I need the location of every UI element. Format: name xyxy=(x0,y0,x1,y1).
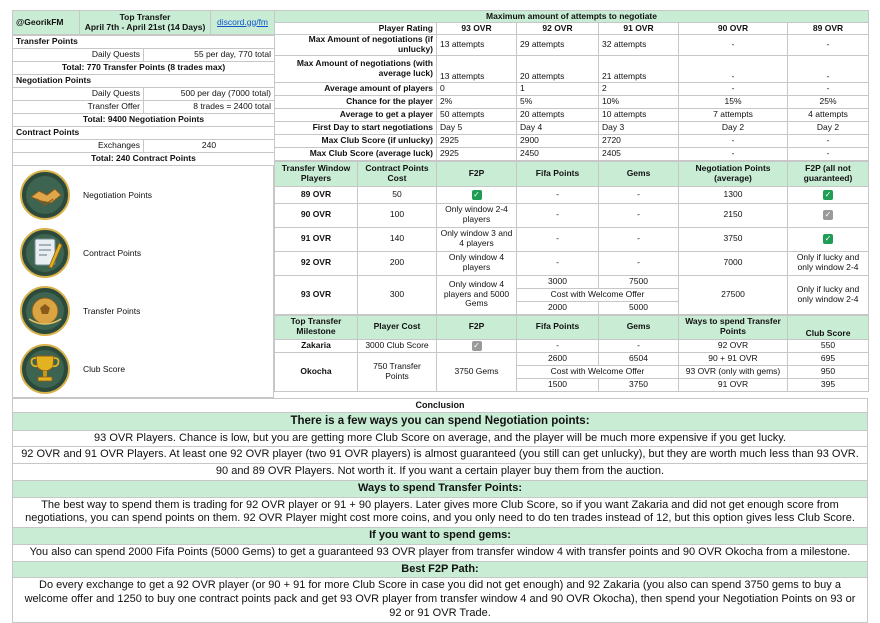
header-title-cell xyxy=(80,11,211,35)
checkbox-checked-icon: ✓ xyxy=(824,234,832,244)
window-cost: 200 xyxy=(358,251,437,275)
window-player: 91 OVR xyxy=(275,227,358,251)
ways-score: 950 xyxy=(788,365,869,378)
window-cost: 140 xyxy=(358,227,437,251)
milestone-fifa: - xyxy=(517,339,599,352)
header-title: Top Transfer xyxy=(119,11,171,22)
attempts-cell: Day 2 xyxy=(679,121,788,134)
attempts-cell: - xyxy=(679,134,788,147)
attempts-title: Maximum amount of attempts to negotiate xyxy=(275,11,869,23)
attempts-cell: 13 attempts xyxy=(437,55,517,82)
attempts-row-label: Chance for the player xyxy=(275,95,437,108)
window-player: 92 OVR xyxy=(275,251,358,275)
milestone-header: Ways to spend Transfer Points xyxy=(679,315,788,339)
conclusion-line: 92 OVR and 91 OVR Players. At least one 92 OVR player (two 91 OVR players) is almost guaranteed (you still can get unlucky), but they are worth much less than 93 OVR. xyxy=(13,447,868,464)
conclusion-title: Conclusion xyxy=(13,399,868,413)
legend-label: Negotiation Points xyxy=(83,190,152,200)
conclusion-paragraph: You also can spend 2000 Fifa Points (5000 Gems) to get a guaranteed 93 OVR player from transfer window 4 with transfer points and 90 OVR Okocha from a milestone. xyxy=(13,544,868,561)
discord-link-cell xyxy=(211,11,275,35)
ball-icon xyxy=(19,285,71,337)
window-player: 90 OVR xyxy=(275,203,358,227)
window-header: F2P (all not guaranteed) xyxy=(788,161,869,186)
checkbox-grey-icon: ✓ xyxy=(473,340,480,350)
attempts-cell: - xyxy=(788,35,869,56)
attempts-cell: 21 attempts xyxy=(599,55,679,82)
transfer-points-title: Transfer Points xyxy=(13,36,275,49)
window-f2p: Only window 4 players and 5000 Gems xyxy=(437,275,517,314)
milestone-fifa: 1500 xyxy=(517,378,599,391)
milestone-header: Gems xyxy=(599,315,679,339)
window-header: Transfer Window Players xyxy=(275,161,358,186)
ways-spend: 93 OVR (only with gems) xyxy=(679,365,788,378)
milestone-cost: 3000 Club Score xyxy=(358,339,437,352)
window-gems: 7500 xyxy=(599,275,679,288)
header-dates: April 7th - April 21st (14 Days) xyxy=(84,21,206,32)
attempts-row-label: Max Amount of negotiations (with average luck) xyxy=(275,55,437,82)
milestone-cost: 750 Transfer Points xyxy=(358,352,437,391)
window-fifa: - xyxy=(517,251,599,275)
checkbox-grey-icon: ✓ xyxy=(824,210,832,220)
window-neg: 3750 xyxy=(679,227,788,251)
milestone-header: Fifa Points xyxy=(517,315,599,339)
attempts-cell: Day 2 xyxy=(788,121,869,134)
rating-90: 90 OVR xyxy=(679,23,788,35)
window-fifa: - xyxy=(517,203,599,227)
attempts-cell: 2 xyxy=(599,82,679,95)
milestone-gems: 3750 xyxy=(599,378,679,391)
attempts-cell: 10% xyxy=(599,95,679,108)
attempts-row-label: Max Club Score (if unlucky) xyxy=(275,134,437,147)
conclusion-line: 90 and 89 OVR Players. Not worth it. If you want a certain player buy them from the auction. xyxy=(13,464,868,481)
window-f2p2: Only if lucky and only window 2-4 xyxy=(788,275,869,314)
window-fifa: - xyxy=(517,186,599,203)
trophy-icon xyxy=(19,343,71,395)
attempts-cell: 50 attempts xyxy=(437,108,517,121)
tp-row-value: 55 per day, 770 total xyxy=(144,49,275,62)
window-neg: 2150 xyxy=(679,203,788,227)
attempts-cell: 29 attempts xyxy=(517,35,599,56)
icon-legend xyxy=(12,166,274,398)
attempts-cell: - xyxy=(788,55,869,82)
attempts-cell: - xyxy=(788,82,869,95)
np-row-label: Daily Quests xyxy=(13,88,144,101)
attempts-cell: 2925 xyxy=(437,147,517,160)
left-panel xyxy=(12,10,274,398)
attempts-cell: 7 attempts xyxy=(679,108,788,121)
window-gems: 5000 xyxy=(599,301,679,314)
np-row-value: 8 trades = 2400 total xyxy=(144,101,275,114)
window-f2p2-cell xyxy=(788,227,869,251)
window-cost: 100 xyxy=(358,203,437,227)
legend-row-contract xyxy=(12,224,274,282)
attempts-cell: 5% xyxy=(517,95,599,108)
conclusion-paragraph: The best way to spend them is trading for 92 OVR player or 91 + 90 players. Later gives more Club Score, so if you want Zakaria and did not get enough score from negotiations, you can spend points on them. 92 OVR Player might cost more coins, and you only need to do ten trades instead of 12, but this option gives less Club Score. xyxy=(13,497,868,528)
cp-row-label: Exchanges xyxy=(13,140,144,153)
contract-icon xyxy=(19,227,71,279)
window-gems: - xyxy=(599,203,679,227)
attempts-cell: - xyxy=(679,55,788,82)
rating-header-label: Player Rating xyxy=(275,23,437,35)
contract-points-title: Contract Points xyxy=(13,127,275,140)
legend-label: Club Score xyxy=(83,363,126,374)
attempts-cell: - xyxy=(788,134,869,147)
ways-score: 395 xyxy=(788,378,869,391)
window-cost: 50 xyxy=(358,186,437,203)
attempts-cell: 20 attempts xyxy=(517,108,599,121)
milestone-fifa: 2600 xyxy=(517,352,599,365)
window-f2p: Only window 4 players xyxy=(437,251,517,275)
window-header: Fifa Points xyxy=(517,161,599,186)
milestone-header: Club Score xyxy=(788,315,869,339)
conclusion-line: 93 OVR Players. Chance is low, but you are getting more Club Score on average, and the player will be much more expensive if you get lucky. xyxy=(13,430,868,447)
author-handle: @GeorikFM xyxy=(13,11,80,35)
milestone-header: Player Cost xyxy=(358,315,437,339)
attempts-cell: Day 3 xyxy=(599,121,679,134)
attempts-cell: 13 attempts xyxy=(437,35,517,56)
attempts-row-label: Average to get a player xyxy=(275,108,437,121)
attempts-cell: 2405 xyxy=(599,147,679,160)
milestone-gems: - xyxy=(599,339,679,352)
attempts-cell: - xyxy=(679,147,788,160)
window-f2p: Only window 2-4 players xyxy=(437,203,517,227)
legend-label: Contract Points xyxy=(83,248,142,258)
legend-row-negotiation xyxy=(12,166,274,224)
rating-91: 91 OVR xyxy=(599,23,679,35)
rating-92: 92 OVR xyxy=(517,23,599,35)
ways-score: 695 xyxy=(788,352,869,365)
right-panel xyxy=(274,10,868,398)
window-header: Negotiation Points (average) xyxy=(679,161,788,186)
window-header: F2P xyxy=(437,161,517,186)
attempts-cell: 2% xyxy=(437,95,517,108)
attempts-cell: 4 attempts xyxy=(788,108,869,121)
window-gems: - xyxy=(599,227,679,251)
discord-link[interactable]: discord.gg/fm xyxy=(216,16,269,27)
window-f2p2-cell xyxy=(788,203,869,227)
attempts-cell: 2450 xyxy=(517,147,599,160)
ways-spend: 91 OVR xyxy=(679,378,788,391)
window-player: 89 OVR xyxy=(275,186,358,203)
attempts-cell: 2925 xyxy=(437,134,517,147)
window-f2p: Only window 3 and 4 players xyxy=(437,227,517,251)
gems-spend-heading: If you want to spend gems: xyxy=(13,528,868,545)
spreadsheet xyxy=(12,10,868,623)
milestone-f2p-cell xyxy=(437,339,517,352)
ways-score: 550 xyxy=(788,339,869,352)
attempts-cell: - xyxy=(679,35,788,56)
conclusion-table xyxy=(12,398,868,623)
np-total: Total: 9400 Negotiation Points xyxy=(13,114,275,127)
attempts-cell: Day 5 xyxy=(437,121,517,134)
cp-row-value: 240 xyxy=(144,140,275,153)
milestone-player: Okocha xyxy=(275,352,358,391)
attempts-row-label: Max Amount of negotiations (if unlucky) xyxy=(275,35,437,56)
window-cost: 300 xyxy=(358,275,437,314)
f2p-path-heading: Best F2P Path: xyxy=(13,561,868,578)
attempts-cell: 2720 xyxy=(599,134,679,147)
transfer-spend-heading: Ways to spend Transfer Points: xyxy=(13,480,868,497)
legend-row-transfer xyxy=(12,282,274,340)
handshake-icon xyxy=(19,169,71,221)
window-header: Gems xyxy=(599,161,679,186)
attempts-cell: 32 attempts xyxy=(599,35,679,56)
milestone-header: Top Transfer Milestone xyxy=(275,315,358,339)
attempts-cell: 2900 xyxy=(517,134,599,147)
milestone-f2p: 3750 Gems xyxy=(437,352,517,391)
negotiation-spend-heading: There is a few ways you can spend Negotiation points: xyxy=(13,413,868,430)
conclusion-paragraph: Do every exchange to get a 92 OVR player (or 90 + 91 for more Club Score in case you did not get enough) and 92 Zakaria (you also can spend 3750 gems to buy a welcome offer and 1250 to buy one contract points pack and get 93 OVR player from transfer window 4 and 90 OVR Okocha), then spend your Negotiation Points on 93 or 92 or 91 OVR Trade. xyxy=(13,578,868,622)
rating-89: 89 OVR xyxy=(788,23,869,35)
tp-total: Total: 770 Transfer Points (8 trades max) xyxy=(13,62,275,75)
attempts-cell: Day 4 xyxy=(517,121,599,134)
attempts-row-label: Max Club Score (average luck) xyxy=(275,147,437,160)
attempts-cell: 15% xyxy=(679,95,788,108)
window-player: 93 OVR xyxy=(275,275,358,314)
milestone-gems: 6504 xyxy=(599,352,679,365)
np-row-label: Transfer Offer xyxy=(13,101,144,114)
window-fifa: - xyxy=(517,227,599,251)
window-fifa: 3000 xyxy=(517,275,599,288)
checkbox-checked-icon: ✓ xyxy=(473,189,480,199)
window-f2p2: Only if lucky and only window 2-4 xyxy=(788,251,869,275)
window-f2p2-cell xyxy=(788,186,869,203)
legend-label: Transfer Points xyxy=(83,306,141,316)
welcome-offer-label: Cost with Welcome Offer xyxy=(517,288,679,301)
attempts-row-label: First Day to start negotiations xyxy=(275,121,437,134)
window-gems: - xyxy=(599,251,679,275)
attempts-cell: 0 xyxy=(437,82,517,95)
checkbox-checked-icon: ✓ xyxy=(824,189,832,199)
attempts-cell: - xyxy=(788,147,869,160)
window-neg: 27500 xyxy=(679,275,788,314)
window-neg: 1300 xyxy=(679,186,788,203)
ways-spend: 92 OVR xyxy=(679,339,788,352)
attempts-cell: - xyxy=(679,82,788,95)
attempts-cell: 10 attempts xyxy=(599,108,679,121)
np-row-value: 500 per day (7000 total) xyxy=(144,88,275,101)
attempts-row-label: Average amount of players xyxy=(275,82,437,95)
milestone-header: F2P xyxy=(437,315,517,339)
window-header: Contract Points Cost xyxy=(358,161,437,186)
ways-spend: 90 + 91 OVR xyxy=(679,352,788,365)
attempts-cell: 25% xyxy=(788,95,869,108)
attempts-cell: 1 xyxy=(517,82,599,95)
milestone-player: Zakaria xyxy=(275,339,358,352)
window-neg: 7000 xyxy=(679,251,788,275)
legend-row-club-score xyxy=(12,340,274,398)
attempts-cell: 20 attempts xyxy=(517,55,599,82)
window-gems: - xyxy=(599,186,679,203)
window-f2p-cell xyxy=(437,186,517,203)
welcome-offer-label: Cost with Welcome Offer xyxy=(517,365,679,378)
rating-93: 93 OVR xyxy=(437,23,517,35)
window-fifa: 2000 xyxy=(517,301,599,314)
cp-total: Total: 240 Contract Points xyxy=(13,153,275,166)
tp-row-label: Daily Quests xyxy=(13,49,144,62)
negotiation-points-title: Negotiation Points xyxy=(13,75,275,88)
